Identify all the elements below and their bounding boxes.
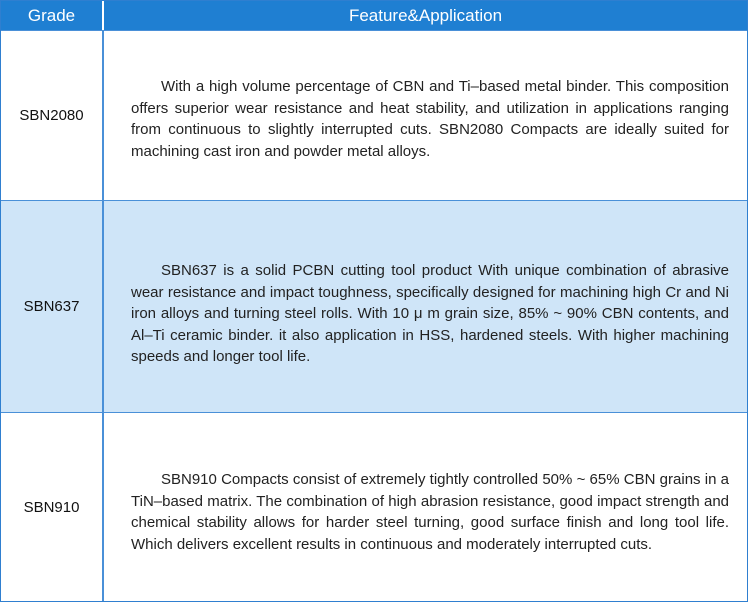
table-row: [1, 30, 747, 200]
table-header: [1, 1, 747, 30]
grade-cell: SBN2080: [19, 107, 84, 124]
grade-cell: SBN637: [23, 298, 80, 315]
description-cell: With a high volume percentage of CBN and Ti–based metal binder. This composition offers superior wear resistance and heat stability, and utilization in applications ranging from continuous to slightly interrupted cuts. SBN2080 Compacts are ideally suited for machining cast iron and powder metal alloys.: [131, 78, 729, 160]
column-divider: [102, 201, 104, 412]
header-grade: Grade: [27, 6, 76, 25]
column-divider: [102, 31, 104, 200]
description-cell: SBN637 is a solid PCBN cutting tool product With unique combination of abrasive wear resistance and impact toughness, specifically designed for machining high Cr and Ni iron alloys and turning steel rolls. With 10 μ m grain size, 85% ~ 90% CBN contents, and Al–Ti ceramic binder. it also application in HSS, hardened steels. With higher machining speeds and longer tool life.: [131, 262, 729, 365]
grade-cell: SBN910: [23, 498, 80, 516]
column-divider: [102, 413, 104, 601]
table-row: [1, 200, 747, 412]
table-row: [1, 412, 747, 601]
description-cell: SBN910 Compacts consist of extremely tightly controlled 50% ~ 65% CBN grains in a TiN–based matrix. The combination of high abrasion resistance, good impact strength and chemical stability allows for harder steel turning, good surface finish and long tool life. Which delivers excellent results in continuous and moderately interrupted cuts.: [131, 471, 729, 553]
header-feature-application: Feature&Application: [348, 6, 503, 25]
